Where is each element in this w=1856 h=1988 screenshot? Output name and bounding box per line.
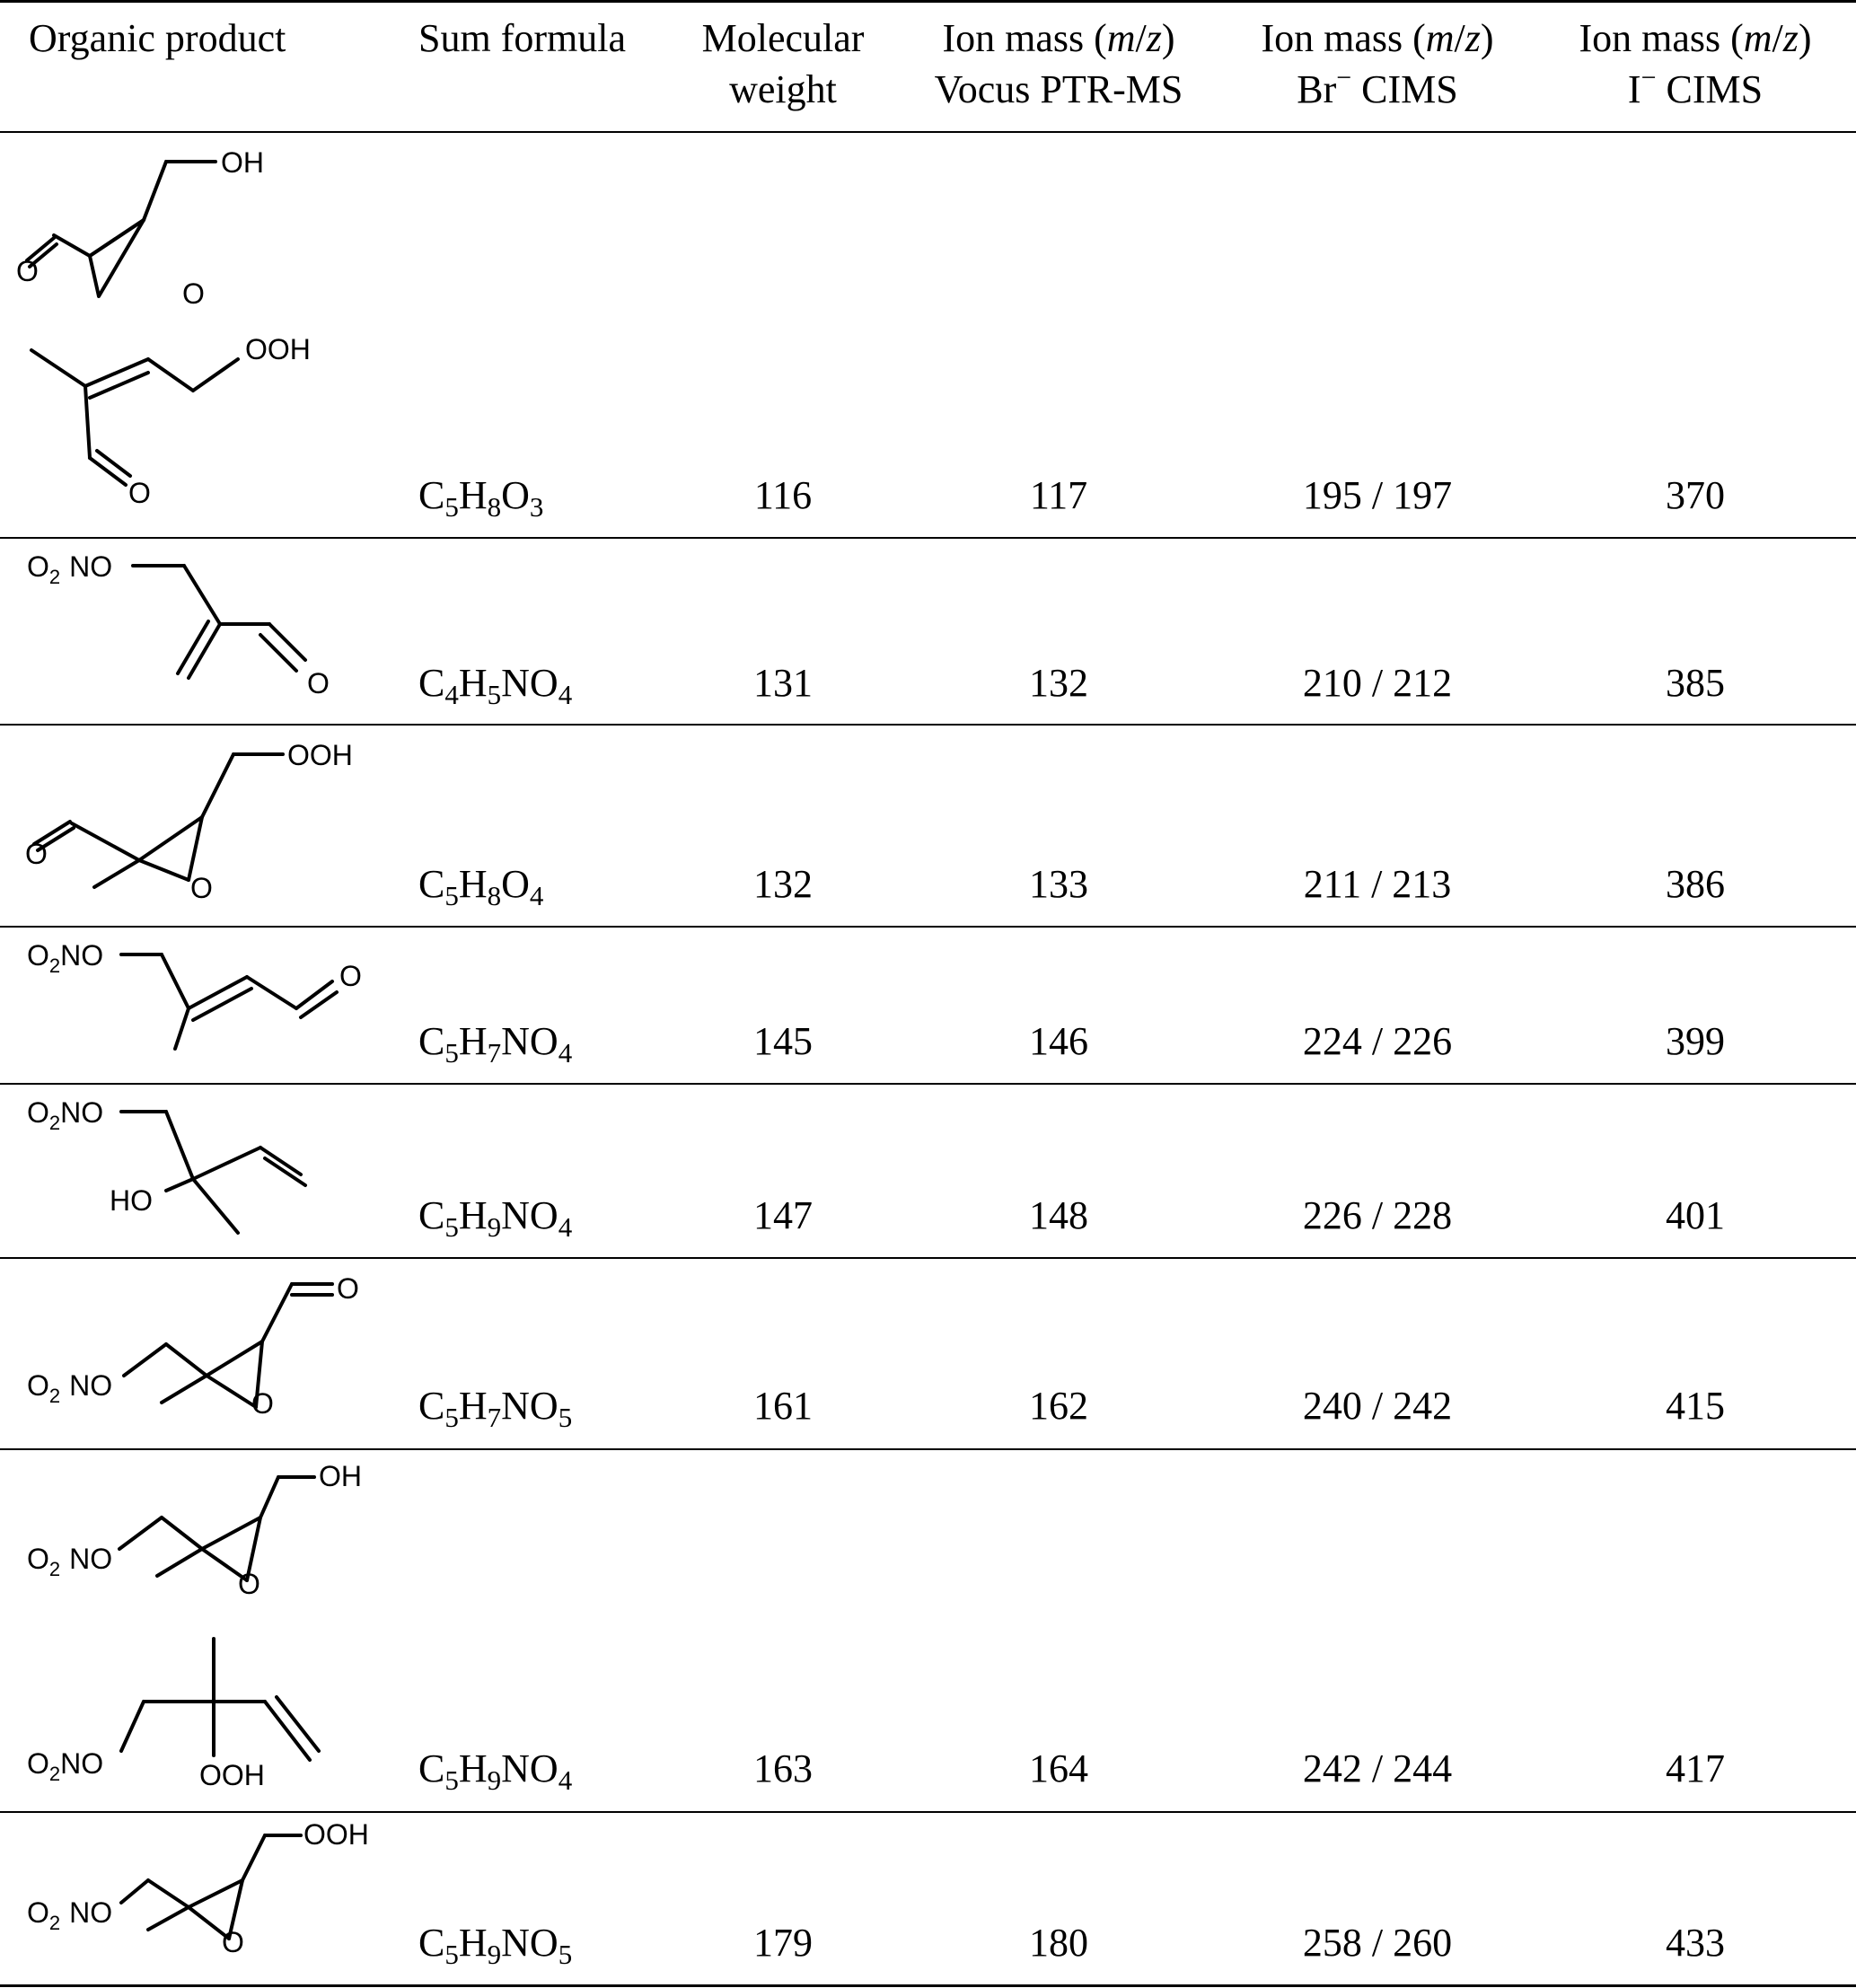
top-rule	[0, 0, 1856, 3]
label-o: O	[16, 255, 39, 287]
sum-formula-cell: $C_5H_8O_4$	[418, 862, 544, 911]
row-rule	[0, 724, 1856, 726]
vocus-ion-mass-cell: 148	[1029, 1193, 1088, 1237]
label-o: O	[128, 477, 151, 509]
br-ion-mass-cell: 195 / 197	[1302, 473, 1453, 517]
i-ion-mass-cell: 386	[1666, 862, 1725, 906]
sum-formula-cell: $C_5H_7NO_4$	[418, 1019, 573, 1069]
structure-nitrooxy-hydroxy-alkene	[0, 1085, 377, 1255]
label-o: O	[182, 277, 205, 310]
sum-formula-cell: $C_5H_9NO_4$	[418, 1746, 573, 1796]
molecular-weight-cell: 163	[753, 1746, 813, 1790]
br-ion-mass-cell: 242 / 244	[1302, 1746, 1453, 1790]
label-oh: OH	[319, 1460, 362, 1492]
i-ion-mass-cell: 399	[1666, 1019, 1725, 1063]
vocus-ion-mass-cell: 132	[1029, 661, 1088, 705]
br-ion-mass-cell: 240 / 242	[1302, 1384, 1453, 1428]
vocus-ion-mass-cell: 146	[1029, 1019, 1088, 1063]
vocus-ion-mass-cell: 164	[1029, 1746, 1088, 1790]
label-ooh: OOH	[199, 1759, 265, 1791]
molecular-weight-cell: 147	[753, 1193, 813, 1237]
sum-formula-cell: $C_4H_5NO_4$	[418, 661, 573, 710]
vocus-ion-mass-cell: 133	[1029, 862, 1088, 906]
br-ion-mass-cell: 224 / 226	[1302, 1019, 1453, 1063]
br-ion-mass-cell: 210 / 212	[1302, 661, 1453, 705]
label-o: O	[307, 667, 330, 699]
molecular-weight-cell: 161	[753, 1384, 813, 1428]
sum-formula-cell: $C_5H_9NO_4$	[418, 1193, 573, 1243]
vocus-ion-mass-cell: 117	[1029, 473, 1088, 517]
molecular-weight-cell: 116	[753, 473, 813, 517]
molecular-weight-cell: 179	[753, 1921, 813, 1965]
molecular-weight-cell: 132	[753, 862, 813, 906]
label-o: O	[25, 838, 48, 870]
label-o2-no: $O_2$ NO	[27, 550, 113, 588]
structure-epoxide-aldehyde-oh	[0, 135, 377, 314]
vocus-ion-mass-cell: 180	[1029, 1921, 1088, 1965]
sum-formula-cell: $C_5H_7NO_5$	[418, 1384, 573, 1433]
label-oh: OH	[221, 146, 264, 179]
label-o2-no: $O_2$ NO	[27, 1896, 113, 1934]
structure-nitrooxy-epoxide-aldehyde	[0, 1259, 377, 1447]
br-ion-mass-cell: 211 / 213	[1303, 862, 1452, 906]
i-ion-mass-cell: 415	[1666, 1384, 1725, 1428]
bottom-rule	[0, 1984, 1856, 1987]
header-i-ion-mass: Ion mass (m/z) I− CIMS	[1579, 16, 1812, 111]
i-ion-mass-cell: 401	[1666, 1193, 1725, 1237]
molecular-weight-cell: 131	[753, 661, 813, 705]
label-o: O	[238, 1568, 260, 1600]
label-ooh: OOH	[303, 1818, 369, 1851]
structure-nitrooxy-epoxide-oh	[0, 1450, 377, 1630]
i-ion-mass-cell: 417	[1666, 1746, 1725, 1790]
i-ion-mass-cell: 433	[1666, 1921, 1725, 1965]
label-o2-no: $O_2$ NO	[27, 1369, 113, 1407]
label-ooh: OOH	[287, 739, 353, 771]
vocus-ion-mass-cell: 162	[1029, 1384, 1088, 1428]
molecular-weight-cell: 145	[753, 1019, 813, 1063]
header-rule	[0, 131, 1856, 133]
label-o: O	[222, 1926, 244, 1958]
structure-nitrooxy-epoxide-ooh	[0, 1813, 377, 1984]
header-vocus-ion-mass: Ion mass (m/z) Vocus PTR-MS	[934, 16, 1183, 111]
br-ion-mass-cell: 258 / 260	[1302, 1921, 1453, 1965]
structure-epoxide-aldehyde-ooh	[0, 727, 377, 925]
label-o: O	[339, 960, 362, 992]
header-sum-formula: Sum formula	[418, 16, 626, 60]
label-ooh: OOH	[245, 333, 311, 365]
i-ion-mass-cell: 370	[1666, 473, 1725, 517]
label-o: O	[337, 1272, 359, 1305]
structure-nitrooxy-methacrolein	[0, 539, 377, 718]
i-ion-mass-cell: 385	[1666, 661, 1725, 705]
label-o2no: $O_2NO$	[27, 939, 104, 977]
header-br-ion-mass: Ion mass (m/z) Br− CIMS	[1261, 16, 1494, 111]
label-o: O	[251, 1387, 274, 1420]
label-o2-no: $O_2$ NO	[27, 1543, 113, 1580]
br-ion-mass-cell: 226 / 228	[1302, 1193, 1453, 1237]
sum-formula-cell: $C_5H_9NO_5$	[418, 1921, 573, 1970]
label-ho: HO	[110, 1184, 153, 1217]
label-o2no: $O_2NO$	[27, 1096, 104, 1134]
header-molecular-weight: Molecular weight	[701, 16, 865, 111]
structure-nitrooxy-enal	[0, 928, 377, 1085]
label-o: O	[190, 872, 213, 904]
label-o2no: $O_2NO$	[27, 1747, 104, 1785]
header-organic-product: Organic product	[29, 16, 286, 60]
structure-hydroperoxy-enal	[0, 319, 377, 516]
sum-formula-cell: $C_5H_8O_3$	[418, 473, 544, 523]
structure-nitrooxy-hydroperoxy-alkene	[0, 1625, 377, 1805]
